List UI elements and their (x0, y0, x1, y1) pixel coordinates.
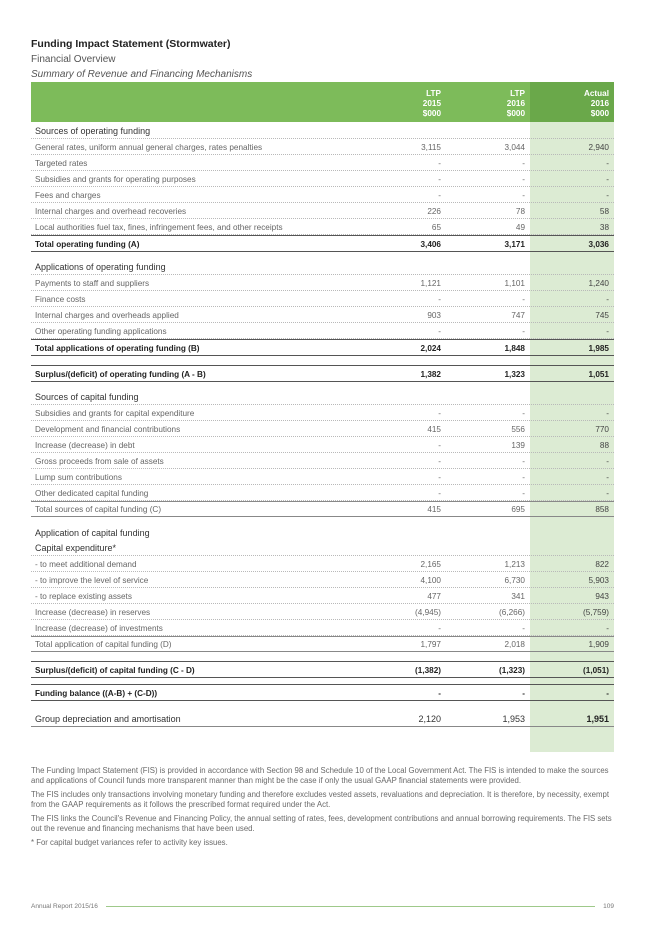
table-row: Finance costs - - - (31, 291, 614, 307)
table-row: Fees and charges - - - (31, 187, 614, 203)
table-row: General rates, uniform annual general charges, rates penalties 3,115 3,044 2,940 (31, 139, 614, 155)
table-row: Development and financial contributions 415 556 770 (31, 421, 614, 437)
table-row: Increase (decrease) in reserves (4,945) (6,266) (5,759) (31, 604, 614, 620)
note-paragraph: The Funding Impact Statement (FIS) is provided in accordance with Section 98 and Schedule 10 of the Local Government Act. The FIS is intended to make the sources and applications of Council funds more transparent manner than might be the case if only the usual GAAP financial statements were provided. (31, 766, 609, 785)
footer-report-name: Annual Report 2015/16 (31, 903, 98, 910)
footnote: * For capital budget variances refer to activity key issues. (31, 838, 228, 847)
capital-surplus-row: Surplus/(deficit) of capital funding (C - D) (1,382) (1,323) (1,051) (31, 661, 614, 678)
table-row: Subsidies and grants for operating purposes - - - (31, 171, 614, 187)
page-content (31, 38, 614, 727)
table-row: Other operating funding applications - - - (31, 323, 614, 339)
table-row: Lump sum contributions - - - (31, 469, 614, 485)
funding-balance-row: Funding balance ((A-B) + (C-D)) - - - (31, 684, 614, 701)
table-row: - to improve the level of service 4,100 6,730 5,903 (31, 572, 614, 588)
table-row: Internal charges and overhead recoveries 226 78 58 (31, 203, 614, 219)
section-heading: Sources of capital funding (31, 388, 614, 405)
header-ltp-2016: LTP 2016 $000 (506, 89, 525, 118)
notes (31, 766, 614, 852)
table-header (31, 82, 614, 122)
table-row: Subsidies and grants for capital expenditure - - - (31, 405, 614, 421)
table-row: - to meet additional demand 2,165 1,213 822 (31, 556, 614, 572)
table-subheading: Summary of Revenue and Financing Mechanisms (31, 69, 253, 80)
section-heading: Application of capital funding (35, 528, 150, 538)
funding-table (31, 82, 614, 727)
table-row: Local authorities fuel tax, fines, infringement fees, and other receipts 65 49 38 (31, 219, 614, 235)
section-subheading: Capital expenditure* (31, 540, 614, 556)
operating-surplus-row: Surplus/(deficit) of operating funding (A - B) 1,382 1,323 1,051 (31, 365, 614, 382)
page-subtitle: Financial Overview (31, 54, 116, 65)
table-row: - to replace existing assets 477 341 943 (31, 588, 614, 604)
section-heading: Sources of operating funding (31, 122, 614, 139)
table-row: Payments to staff and suppliers 1,121 1,101 1,240 (31, 275, 614, 291)
total-row: Total applications of operating funding (B) 2,024 1,848 1,985 (31, 339, 614, 356)
section-heading: Applications of operating funding (31, 258, 614, 275)
note-paragraph: The FIS includes only transactions involving monetary funding and therefore excludes vested assets, revaluations and depreciation. It is therefore, by necessity, exempt from the GAAP requirements as it follows the prescribed format required under the Act. (31, 790, 610, 809)
table-row: Targeted rates - - - (31, 155, 614, 171)
note-paragraph: The FIS links the Council's Revenue and Financing Policy, the annual setting of rates, fees, development contributions and annual borrowing requirements. The FIS sets out the revenue and financing mechanisms that have been used. (31, 814, 612, 833)
total-row: Total application of capital funding (D) 1,797 2,018 1,909 (31, 636, 614, 652)
table-row: Internal charges and overheads applied 903 747 745 (31, 307, 614, 323)
footer-divider (106, 906, 595, 907)
page-title: Funding Impact Statement (Stormwater) (31, 38, 231, 50)
page-footer (31, 903, 614, 910)
total-row: Total sources of capital funding (C) 415 695 858 (31, 501, 614, 517)
depreciation-row: Group depreciation and amortisation 2,120 1,953 1,951 (31, 710, 614, 727)
table-row: Gross proceeds from sale of assets - - - (31, 453, 614, 469)
table-row: Increase (decrease) in debt - 139 88 (31, 437, 614, 453)
table-row: Other dedicated capital funding - - - (31, 485, 614, 501)
page-number: 109 (603, 903, 614, 910)
total-row: Total operating funding (A) 3,406 3,171 3,036 (31, 235, 614, 252)
header-ltp-2015: LTP 2015 $000 (422, 89, 441, 118)
header-actual-2016: Actual 2016 $000 (530, 82, 614, 122)
table-row: Increase (decrease) of investments - - - (31, 620, 614, 636)
